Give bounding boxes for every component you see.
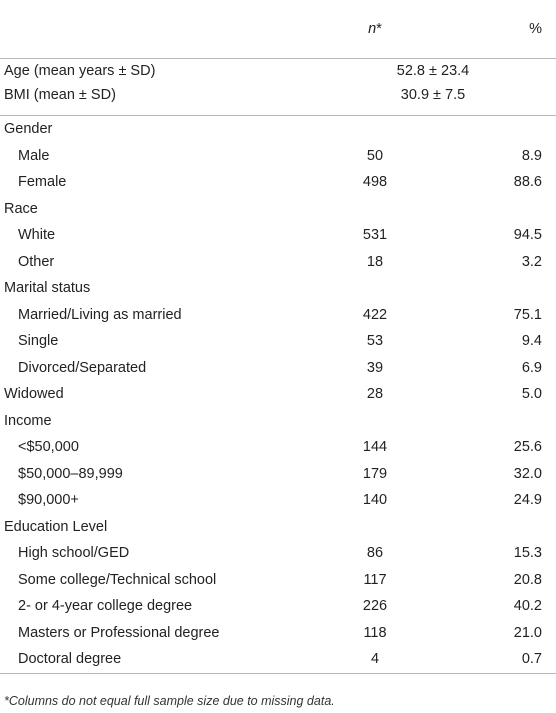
summary-label: BMI (mean ± SD) [4,87,116,103]
row-sublabel: Masters or Professional degree [18,624,220,641]
row-percent-value [420,196,556,223]
row-n-value: 117 [363,571,387,588]
row-sublabel: Female [18,174,67,190]
row-n-value: 28 [366,386,384,402]
row-n-value: 86 [366,545,384,561]
table-row [0,540,556,567]
row-category-label: Income [4,412,52,429]
row-sublabel: Divorced/Separated [18,359,147,376]
row-sublabel: Single [18,333,59,349]
row-n-value: 118 [363,624,387,641]
row-n-value [300,514,420,541]
row-category-label: Widowed [4,386,64,402]
table-row [0,593,556,620]
row-percent-value: 24.9 [513,492,542,508]
table-row [0,328,556,355]
table-row [0,434,556,461]
row-percent-value [420,408,556,435]
table-row [0,487,556,514]
row-sublabel: $90,000+ [18,492,79,508]
table-body [0,116,556,674]
row-n-value [300,196,420,223]
row-percent-value [420,514,556,541]
table-footnote: *Columns do not equal full sample size due to missing data. [4,694,335,708]
row-sublabel: Male [18,147,50,164]
table-rule [0,107,556,116]
row-sublabel: 2- or 4-year college degree [18,598,193,614]
header-n [300,0,420,59]
table-row [0,461,556,488]
table-row [0,275,556,302]
row-n-value [300,116,420,143]
header-n-symbol: n [368,21,377,37]
row-percent-value: 5.0 [521,386,542,402]
table-row [0,143,556,170]
row-percent-value: 94.5 [513,227,542,243]
row-n-value: 140 [362,492,388,508]
table-row [0,302,556,329]
table-row [0,249,556,276]
row-percent-value: 15.3 [513,545,542,561]
table-row [0,381,556,408]
summary-value: 30.9 ± 7.5 [400,87,466,103]
row-n-value: 39 [366,359,384,376]
table-row [0,408,556,435]
table-row [0,222,556,249]
row-percent-value [420,275,556,302]
table-header [0,0,556,59]
row-sublabel: <$50,000 [18,439,79,455]
row-percent-value: 0.7 [420,646,556,673]
row-sublabel: White [18,227,56,243]
table-row [0,567,556,594]
row-n-value: 53 [366,333,384,349]
row-percent-value: 32.0 [513,465,542,482]
table-row [0,169,556,196]
row-percent-value: 25.6 [513,439,542,455]
header-row [0,0,556,59]
summary-row-age [0,59,556,84]
row-percent-value: 3.2 [521,253,542,270]
table-row [0,620,556,647]
row-n-value: 18 [366,253,384,270]
row-percent-value: 88.6 [513,174,542,190]
row-percent-value: 20.8 [513,571,542,588]
row-percent-value: 8.9 [521,147,542,164]
row-n-value: 531 [362,227,388,243]
row-percent-value: 6.9 [521,359,542,376]
row-category-label: Race [4,200,38,217]
row-percent-value: 40.2 [513,598,542,614]
row-percent-value: 9.4 [521,333,542,349]
header-percent: % [420,0,556,59]
row-category-label: Education Level [4,518,108,535]
table-row [0,355,556,382]
row-n-value: 144 [362,439,388,455]
table-row [0,116,556,143]
row-percent-value: 75.1 [513,306,542,323]
row-n-value: 4 [300,646,420,673]
table-row [0,196,556,223]
row-n-value: 226 [362,598,388,614]
row-percent-value: 21.0 [513,624,542,641]
summary-section [0,59,556,116]
row-percent-value [420,116,556,143]
row-sublabel: Married/Living as married [18,306,182,323]
header-n-footnote-mark: * [376,21,382,37]
header-label-cell [0,0,300,59]
row-sublabel: Other [18,253,55,270]
row-n-value: 498 [362,174,388,190]
row-sublabel: High school/GED [18,545,130,561]
row-sublabel: Some college/Technical school [18,571,217,588]
row-category-label: Marital status [4,280,91,296]
row-n-value: 422 [362,306,388,323]
summary-label: Age (mean years ± SD) [4,63,156,79]
row-sublabel: Doctoral degree [0,646,300,673]
row-n-value: 179 [362,465,388,482]
summary-value: 52.8 ± 23.4 [396,63,470,79]
table-row [0,514,556,541]
row-category-label: Gender [4,121,53,137]
row-sublabel: $50,000–89,999 [18,465,123,482]
table-row [0,646,556,673]
summary-row-bmi [0,83,556,107]
row-n-value: 50 [366,147,384,164]
row-n-value [300,408,420,435]
row-n-value [300,275,420,302]
